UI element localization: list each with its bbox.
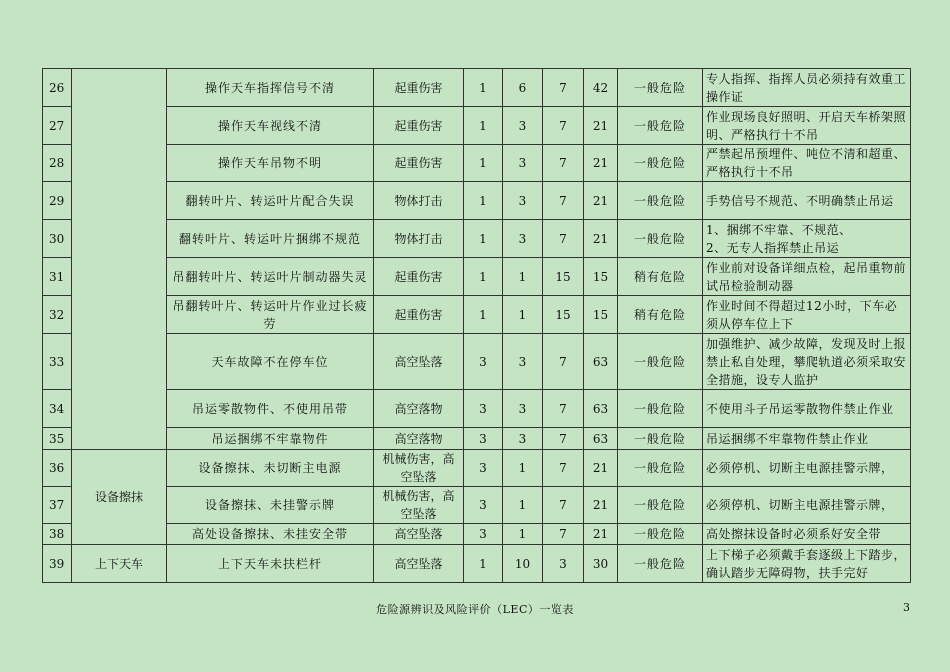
d-value: 21	[584, 182, 618, 220]
l-value: 1	[464, 545, 503, 583]
risk-level: 一般危险	[618, 428, 703, 450]
risk-level: 稍有危险	[618, 296, 703, 334]
d-value: 21	[584, 107, 618, 145]
c-value: 7	[543, 524, 584, 545]
c-value: 7	[543, 334, 584, 390]
d-value: 21	[584, 450, 618, 487]
risk-level: 一般危险	[618, 69, 703, 107]
e-value: 1	[503, 296, 543, 334]
operation-cell-climb: 上下天车	[72, 545, 167, 583]
c-value: 7	[543, 145, 584, 182]
accident-cell: 高空落物	[374, 390, 464, 428]
l-value: 1	[464, 182, 503, 220]
l-value: 3	[464, 450, 503, 487]
accident-cell: 起重伤害	[374, 145, 464, 182]
d-value: 21	[584, 487, 618, 524]
row-number: 30	[43, 220, 72, 258]
l-value: 3	[464, 524, 503, 545]
row-number: 28	[43, 145, 72, 182]
control-measure: 不使用斗子吊运零散物件禁止作业	[703, 390, 911, 428]
e-value: 3	[503, 107, 543, 145]
c-value: 7	[543, 107, 584, 145]
e-value: 1	[503, 258, 543, 296]
e-value: 3	[503, 428, 543, 450]
l-value: 3	[464, 428, 503, 450]
c-value: 7	[543, 182, 584, 220]
control-measure: 作业现场良好照明、开启天车桥架照明、严格执行十不吊	[703, 107, 911, 145]
footer-title: 危险源辨识及风险评价（LEC）一览表	[376, 603, 574, 616]
hazard-cell: 高处设备擦抹、未挂安全带	[167, 524, 374, 545]
table-row	[43, 545, 911, 583]
row-number: 34	[43, 390, 72, 428]
accident-cell: 机械伤害，高空坠落	[374, 487, 464, 524]
table-row	[43, 487, 911, 524]
d-value: 15	[584, 296, 618, 334]
control-measure: 作业前对设备详细点检，起吊重物前试吊检验制动器	[703, 258, 911, 296]
hazard-cell: 上下天车未扶栏杆	[167, 545, 374, 583]
control-measure: 吊运捆绑不牢靠物件禁止作业	[703, 428, 911, 450]
row-number: 39	[43, 545, 72, 583]
hazard-cell: 吊运零散物件、不使用吊带	[167, 390, 374, 428]
accident-cell: 高空坠落	[374, 545, 464, 583]
accident-cell: 机械伤害，高空坠落	[374, 450, 464, 487]
table-row	[43, 334, 911, 390]
l-value: 1	[464, 258, 503, 296]
l-value: 3	[464, 487, 503, 524]
d-value: 15	[584, 258, 618, 296]
accident-cell: 起重伤害	[374, 107, 464, 145]
row-number: 35	[43, 428, 72, 450]
e-value: 3	[503, 220, 543, 258]
risk-level: 一般危险	[618, 220, 703, 258]
d-value: 30	[584, 545, 618, 583]
accident-cell: 高空坠落	[374, 524, 464, 545]
operation-cell-cleaning: 设备擦抹	[72, 450, 167, 545]
risk-level: 一般危险	[618, 487, 703, 524]
c-value: 7	[543, 69, 584, 107]
control-measure: 加强维护、减少故障，发现及时上报禁止私自处理，攀爬轨道必须采取安全措施，设专人监护	[703, 334, 911, 390]
accident-cell: 起重伤害	[374, 296, 464, 334]
hazard-cell: 天车故障不在停车位	[167, 334, 374, 390]
l-value: 3	[464, 390, 503, 428]
lec-risk-table	[42, 68, 911, 583]
l-value: 1	[464, 107, 503, 145]
table-row	[43, 182, 911, 220]
control-measure: 作业时间不得超过12小时，下车必须从停车位上下	[703, 296, 911, 334]
risk-level: 一般危险	[618, 524, 703, 545]
control-measure: 上下梯子必须戴手套逐级上下踏步，确认踏步无障碍物，扶手完好	[703, 545, 911, 583]
hazard-cell: 吊运捆绑不牢靠物件	[167, 428, 374, 450]
hazard-cell: 吊翻转叶片、转运叶片作业过长疲劳	[167, 296, 374, 334]
table-row	[43, 69, 911, 107]
row-number: 31	[43, 258, 72, 296]
risk-level: 一般危险	[618, 182, 703, 220]
row-number: 32	[43, 296, 72, 334]
control-measure: 专人指挥、指挥人员必须持有效重工操作证	[703, 69, 911, 107]
e-value: 1	[503, 487, 543, 524]
d-value: 63	[584, 390, 618, 428]
row-number: 36	[43, 450, 72, 487]
row-number: 29	[43, 182, 72, 220]
c-value: 7	[543, 220, 584, 258]
page-number: 3	[903, 601, 910, 614]
d-value: 63	[584, 334, 618, 390]
risk-level: 一般危险	[618, 334, 703, 390]
d-value: 21	[584, 220, 618, 258]
risk-level: 一般危险	[618, 390, 703, 428]
risk-level: 一般危险	[618, 107, 703, 145]
accident-cell: 高空坠落	[374, 334, 464, 390]
table-row	[43, 220, 911, 258]
c-value: 7	[543, 390, 584, 428]
control-measure: 1、捆绑不牢靠、不规范、 2、无专人指挥禁止吊运	[703, 220, 911, 258]
control-measure: 必须停机、切断主电源挂警示牌，	[703, 487, 911, 524]
e-value: 3	[503, 390, 543, 428]
accident-cell: 起重伤害	[374, 69, 464, 107]
hazard-cell: 设备擦抹、未切断主电源	[167, 450, 374, 487]
c-value: 7	[543, 428, 584, 450]
c-value: 15	[543, 296, 584, 334]
table-row	[43, 145, 911, 182]
hazard-cell: 设备擦抹、未挂警示牌	[167, 487, 374, 524]
row-number: 27	[43, 107, 72, 145]
table-row	[43, 428, 911, 450]
table-row	[43, 524, 911, 545]
table-row	[43, 296, 911, 334]
e-value: 1	[503, 524, 543, 545]
c-value: 15	[543, 258, 584, 296]
accident-cell: 物体打击	[374, 220, 464, 258]
table-body	[43, 69, 911, 583]
row-number: 33	[43, 334, 72, 390]
l-value: 3	[464, 334, 503, 390]
table-row	[43, 258, 911, 296]
e-value: 3	[503, 334, 543, 390]
hazard-cell: 操作天车指挥信号不清	[167, 69, 374, 107]
d-value: 42	[584, 69, 618, 107]
hazard-cell: 翻转叶片、转运叶片配合失误	[167, 182, 374, 220]
control-measure: 严禁起吊预埋件、吨位不清和超重、严格执行十不吊	[703, 145, 911, 182]
table-row	[43, 107, 911, 145]
hazard-cell: 翻转叶片、转运叶片捆绑不规范	[167, 220, 374, 258]
control-measure: 手势信号不规范、不明确禁止吊运	[703, 182, 911, 220]
row-number: 37	[43, 487, 72, 524]
risk-level: 一般危险	[618, 545, 703, 583]
c-value: 7	[543, 487, 584, 524]
e-value: 3	[503, 145, 543, 182]
e-value: 6	[503, 69, 543, 107]
hazard-cell: 吊翻转叶片、转运叶片制动器失灵	[167, 258, 374, 296]
table-row	[43, 450, 911, 487]
l-value: 1	[464, 69, 503, 107]
accident-cell: 物体打击	[374, 182, 464, 220]
c-value: 3	[543, 545, 584, 583]
table-row	[43, 390, 911, 428]
accident-cell: 高空落物	[374, 428, 464, 450]
d-value: 21	[584, 145, 618, 182]
d-value: 63	[584, 428, 618, 450]
hazard-cell: 操作天车视线不清	[167, 107, 374, 145]
control-measure: 高处擦抹设备时必须系好安全带	[703, 524, 911, 545]
l-value: 1	[464, 145, 503, 182]
e-value: 3	[503, 182, 543, 220]
e-value: 1	[503, 450, 543, 487]
c-value: 7	[543, 450, 584, 487]
risk-level: 一般危险	[618, 450, 703, 487]
l-value: 1	[464, 220, 503, 258]
e-value: 10	[503, 545, 543, 583]
l-value: 1	[464, 296, 503, 334]
hazard-cell: 操作天车吊物不明	[167, 145, 374, 182]
control-measure: 必须停机、切断主电源挂警示牌，	[703, 450, 911, 487]
accident-cell: 起重伤害	[374, 258, 464, 296]
d-value: 21	[584, 524, 618, 545]
row-number: 38	[43, 524, 72, 545]
row-number: 26	[43, 69, 72, 107]
risk-level: 稍有危险	[618, 258, 703, 296]
operation-cell-blank	[72, 69, 167, 450]
risk-level: 一般危险	[618, 145, 703, 182]
